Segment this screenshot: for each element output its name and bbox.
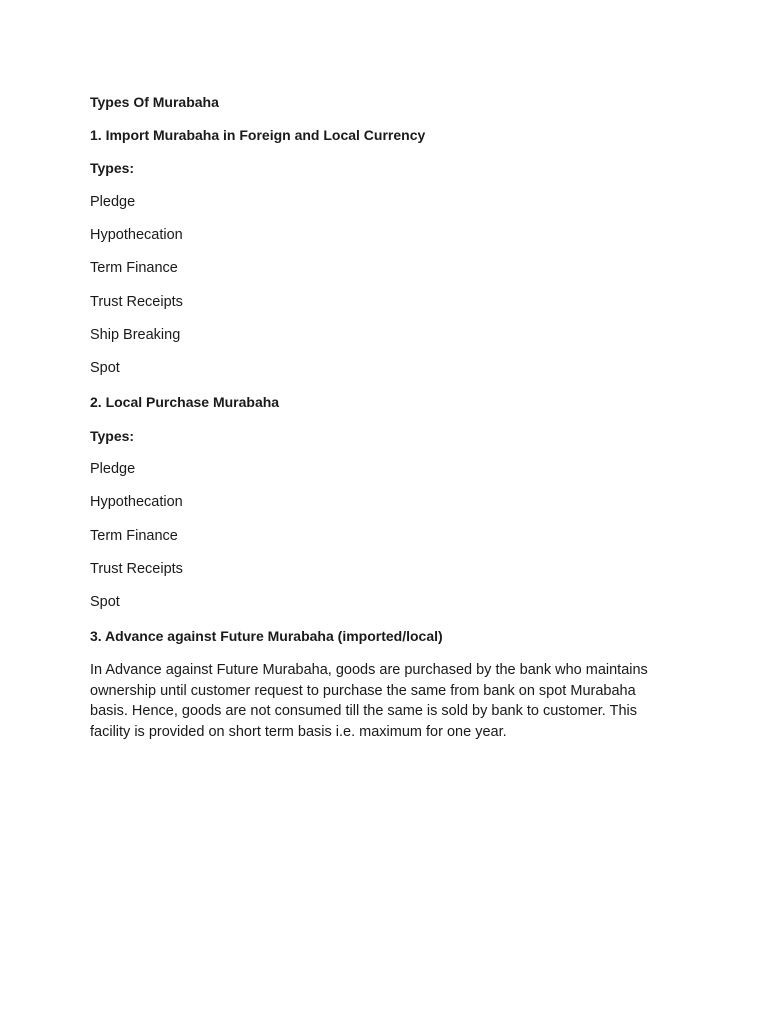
section2-item: Term Finance [90,528,178,544]
section1-types-label: Types: [90,160,135,176]
section3-paragraph: In Advance against Future Murabaha, goods are purchased by the bank who maintains ownership until customer request to purchase the same from bank on spot Murabaha basis. Hence, goods are not consumed till the same is sold by bank to customer. This facility is provided on short term basis i.e. maximum for one year. [90,662,648,740]
section1-item: Ship Breaking [90,327,181,343]
section2-item: Pledge [90,461,136,477]
section1-item: Spot [90,360,120,376]
section1-item: Hypothecation [90,227,183,243]
section3-heading: 3. Advance against Future Murabaha (imported/local) [90,628,443,644]
section2-item: Trust Receipts [90,561,183,577]
section2-item: Spot [90,594,120,610]
section1-item: Trust Receipts [90,294,183,310]
section1-item: Pledge [90,194,136,210]
section1-item: Term Finance [90,260,178,276]
section1-heading: 1. Import Murabaha in Foreign and Local Currency [90,127,426,143]
section2-heading: 2. Local Purchase Murabaha [90,394,280,410]
section2-item: Hypothecation [90,494,183,510]
section2-types-label: Types: [90,428,135,444]
document-title: Types Of Murabaha [90,94,219,110]
